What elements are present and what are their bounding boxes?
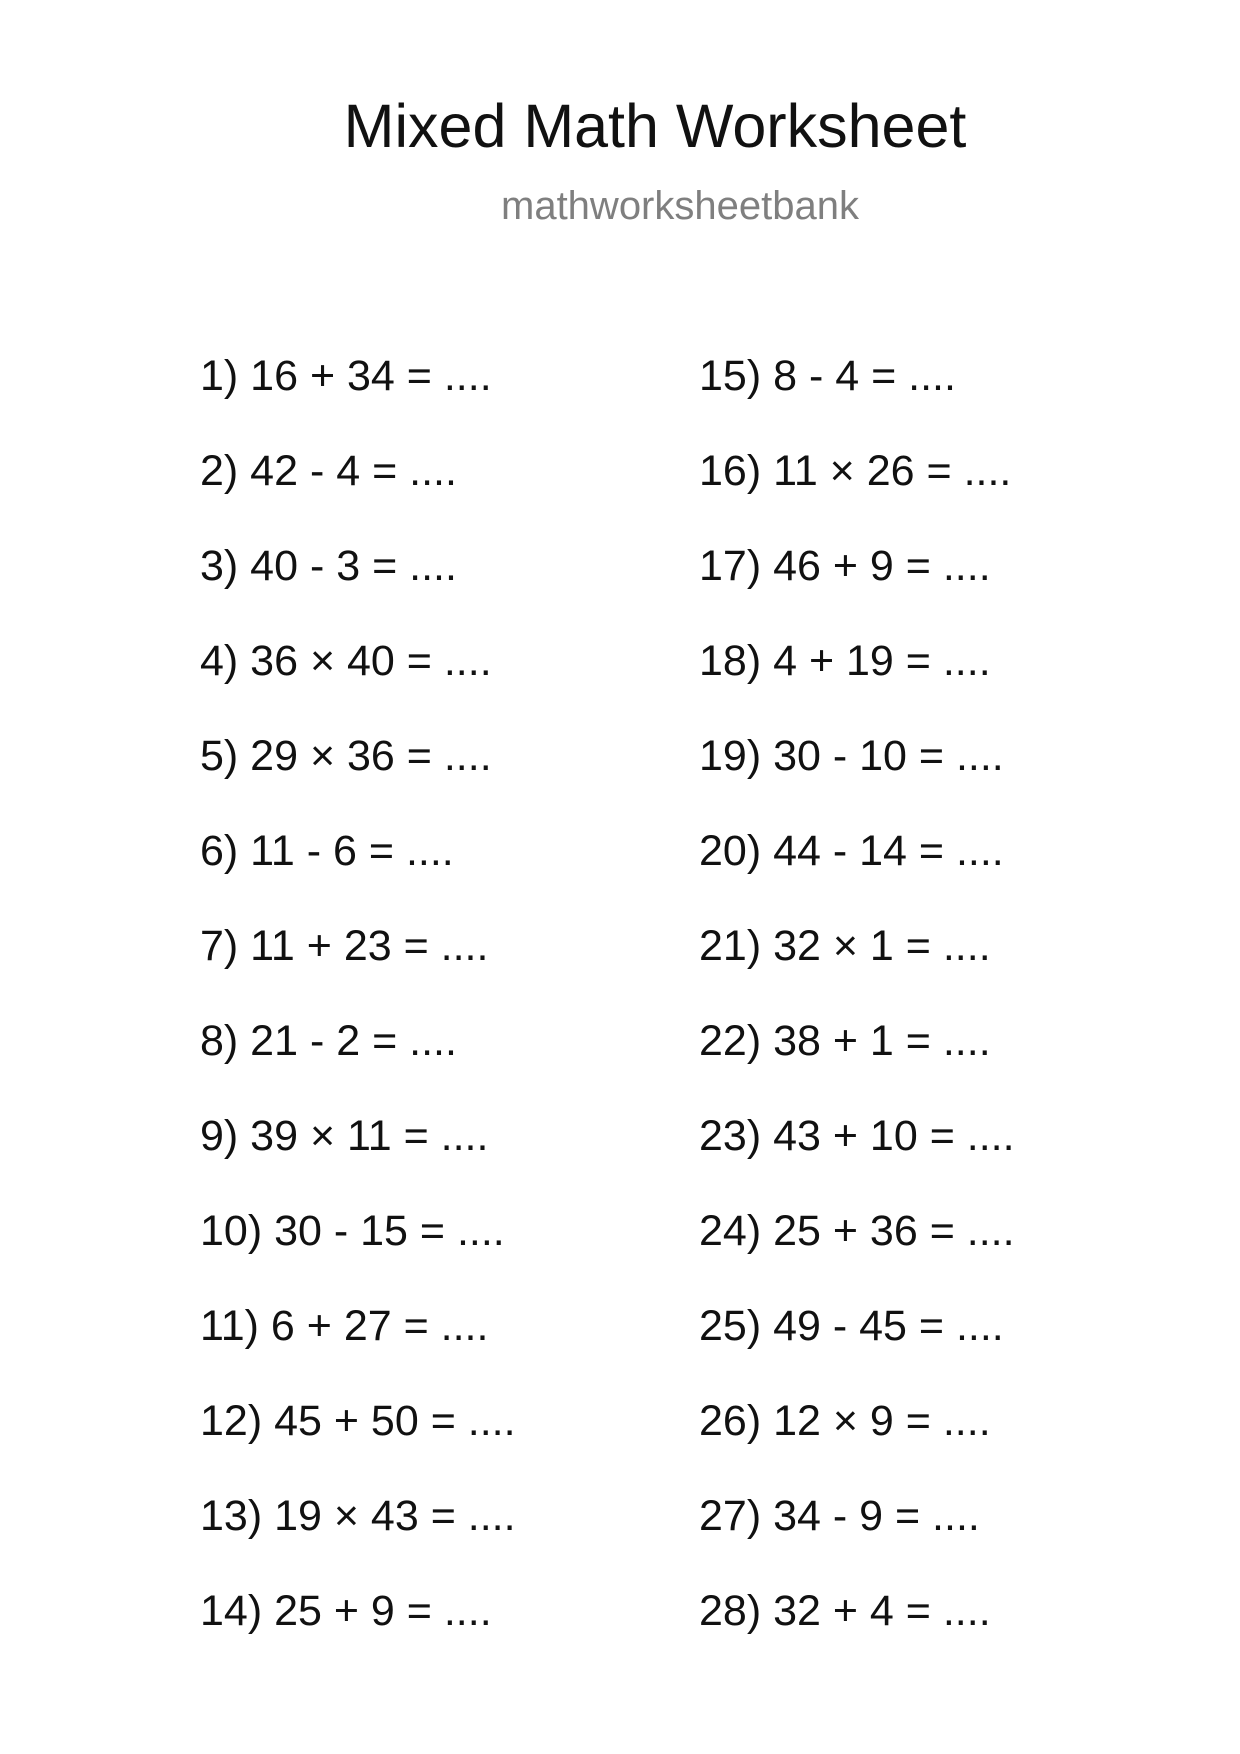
problems-left-column [200, 352, 516, 1685]
problem-17: 17) 46 + 9 = .... [699, 542, 991, 590]
problem-10: 10) 30 - 15 = .... [200, 1207, 505, 1255]
problem-24: 24) 25 + 36 = .... [699, 1207, 1015, 1255]
problem-19: 19) 30 - 10 = .... [699, 732, 1004, 780]
problem-16: 16) 11 × 26 = .... [699, 447, 1012, 495]
page-subtitle: mathworksheetbank [501, 184, 859, 228]
problem-11: 11) 6 + 27 = .... [200, 1302, 489, 1350]
problem-18: 18) 4 + 19 = .... [699, 637, 991, 685]
problem-2: 2) 42 - 4 = .... [200, 447, 457, 495]
problem-14: 14) 25 + 9 = .... [200, 1587, 492, 1635]
problem-12: 12) 45 + 50 = .... [200, 1397, 516, 1445]
problem-1: 1) 16 + 34 = .... [200, 352, 492, 400]
problem-22: 22) 38 + 1 = .... [699, 1017, 991, 1065]
problem-4: 4) 36 × 40 = .... [200, 637, 492, 685]
problem-21: 21) 32 × 1 = .... [699, 922, 991, 970]
problem-3: 3) 40 - 3 = .... [200, 542, 457, 590]
problem-8: 8) 21 - 2 = .... [200, 1017, 457, 1065]
problem-23: 23) 43 + 10 = .... [699, 1112, 1015, 1160]
problem-27: 27) 34 - 9 = .... [699, 1492, 980, 1540]
problem-9: 9) 39 × 11 = .... [200, 1112, 489, 1160]
problem-20: 20) 44 - 14 = .... [699, 827, 1004, 875]
problem-28: 28) 32 + 4 = .... [699, 1587, 991, 1635]
problem-26: 26) 12 × 9 = .... [699, 1397, 991, 1445]
problem-5: 5) 29 × 36 = .... [200, 732, 492, 780]
problems-right-column [699, 352, 1015, 1685]
problem-25: 25) 49 - 45 = .... [699, 1302, 1004, 1350]
problem-6: 6) 11 - 6 = .... [200, 827, 454, 875]
problem-13: 13) 19 × 43 = .... [200, 1492, 516, 1540]
problem-15: 15) 8 - 4 = .... [699, 352, 956, 400]
problem-7: 7) 11 + 23 = .... [200, 922, 489, 970]
page-title: Mixed Math Worksheet [343, 92, 967, 160]
